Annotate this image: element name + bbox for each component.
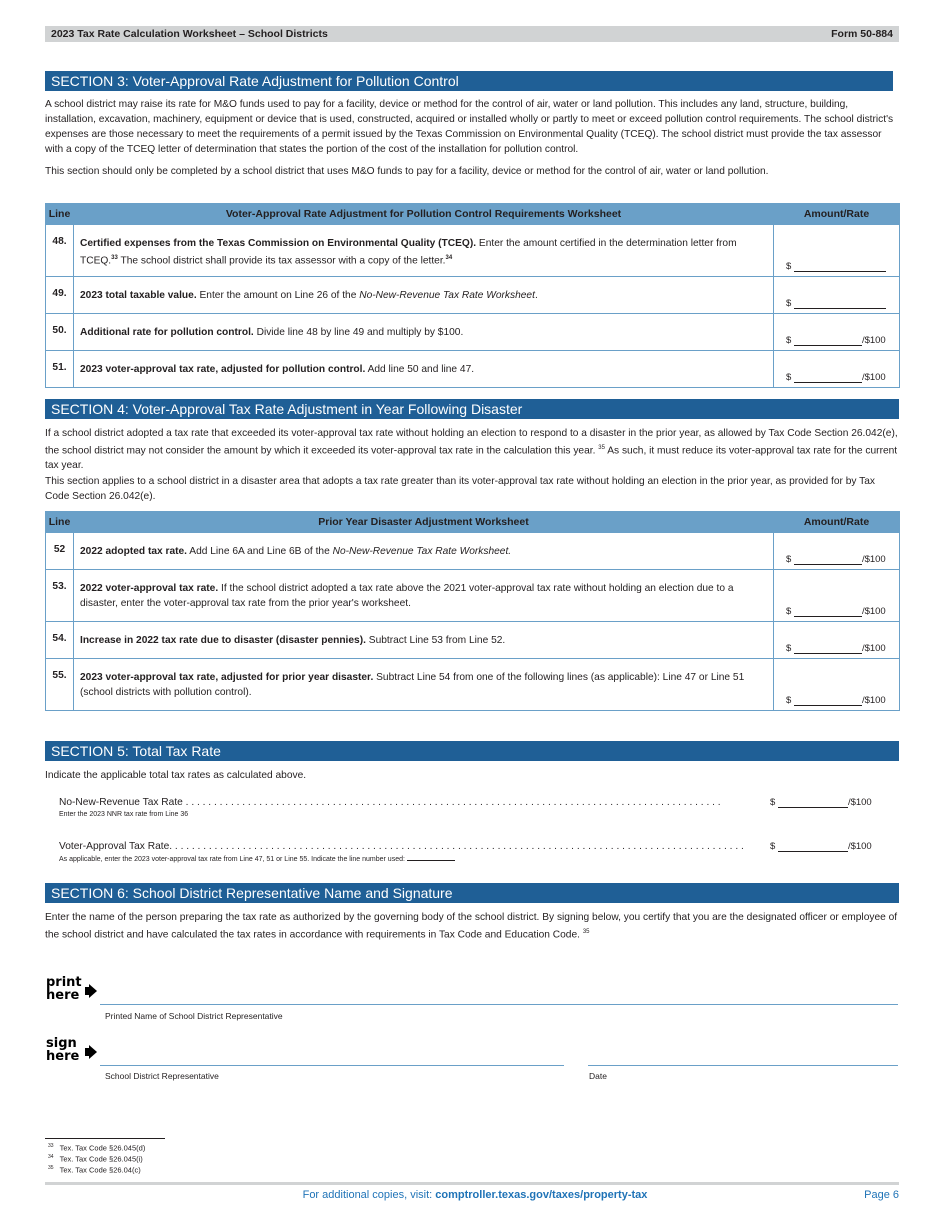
section-5-heading: SECTION 5: Total Tax Rate [45,741,899,761]
page-header [45,26,899,42]
section-6-heading: SECTION 6: School District Representative Name and Signature [45,883,899,903]
line-number: 55. [46,659,74,711]
section-4-heading: SECTION 4: Voter-Approval Tax Rate Adjustment in Year Following Disaster [45,399,899,419]
line-number: 54. [46,622,74,659]
rate-field[interactable]: $ /$100 [774,314,900,351]
form-number: Form 50-884 [831,28,893,40]
rate-field[interactable]: $ /$100 [774,533,900,570]
line-number: 48. [46,225,74,277]
signature-label: School District Representative [105,1071,219,1081]
line-description: Certified expenses from the Texas Commission on Environmental Quality (TCEQ). Enter the amount certified in the determination letter from TCEQ.$^{33}$ The school district shall provide its tax assessor with a copy of the letter.$^{34}$ [74,225,774,277]
nnr-rate-field[interactable]: $ /$100 [770,797,872,808]
print-arrow-head [89,984,97,998]
signature-field[interactable] [100,1065,564,1066]
line-description: 2023 total taxable value. Enter the amount on Line 26 of the No-New-Revenue Tax Rate Worksheet. [74,277,774,314]
disaster-adjustment-table [45,511,900,711]
rate-field[interactable]: $ /$100 [774,659,900,711]
nnr-rate-note: Enter the 2023 NNR tax rate from Line 36 [59,811,189,818]
table-row [46,622,900,659]
pollution-control-table [45,203,900,388]
line-column-header: Line [46,204,74,225]
worksheet-title: 2023 Tax Rate Calculation Worksheet – School Districts [51,28,328,40]
nnr-rate-label: No-New-Revenue Tax Rate . . . . . . . . . . . . . . . . . . . . . . . . . . . . . . . . . . . . . . . . . . . . . . . . . . . . . . . . . . . . . . . . . . . . . . . . . . . . . . . . . . . . . . . . . . . . . . . [59,797,721,808]
date-label: Date [589,1071,607,1081]
section-3-intro: A school district may raise its rate for M&O funds used to pay for a facility, device or method for the control of air, water or land pollution. This includes any land, structure, building, installation, excavation, machinery, equipment or device that is used, constructed, acquired or installed wholly or partly to meet or exceed pollution control requirements. The school district's expenses are those necessary to meet the requirements of a permit issued by the Texas Commission on Environmental Quality (TCEQ). The school district must provide the tax assessor with a copy of the TCEQ letter of determination that states the portion of the cost of the installation for pollution control. [45,99,894,155]
table-row [46,314,900,351]
table-row [46,570,900,622]
section-3-note: This section should only be completed by a school district that uses M&O funds to pay for a facility, device or method for the control of air, water or land pollution. [45,166,769,177]
line-number: 50. [46,314,74,351]
section-4-note: This section applies to a school district in a disaster area that adopts a tax rate greater than its voter-approval tax rate without holding an election in the prior year, as provided for by Tax Code Section 26.042(e). [45,476,875,502]
printed-name-field[interactable] [100,1004,898,1005]
footnote-34: $^{34}$ Tex. Tax Code §26.045(i) [48,1154,143,1164]
amount-field[interactable]: $ [774,277,900,314]
sign-here-badge: sign here [46,1036,80,1064]
worksheet-column-header: Voter-Approval Rate Adjustment for Pollution Control Requirements Worksheet [74,204,774,225]
section-3-heading: SECTION 3: Voter-Approval Rate Adjustment for Pollution Control [45,71,893,91]
line-description: 2022 adopted tax rate. Add Line 6A and Line 6B of the No-New-Revenue Tax Rate Worksheet. [74,533,774,570]
line-description: 2022 voter-approval tax rate. If the school district adopted a tax rate above the 2021 voter-approval tax rate without holding an election due to a disaster, enter the voter-approval tax rate from the prior year's worksheet. [74,570,774,622]
line-number-field[interactable] [407,855,455,861]
footer-rule [45,1182,899,1185]
footer-copies-text: For additional copies, visit: comptroller.texas.gov/taxes/property-tax [302,1189,648,1201]
amount-column-header: Amount/Rate [774,512,900,533]
table-row [46,225,900,277]
rate-field[interactable]: $ /$100 [774,570,900,622]
amount-column-header: Amount/Rate [774,204,900,225]
section-4-intro: If a school district adopted a tax rate that exceeded its voter-approval tax rate without holding an election to respond to a disaster in the prior year, as allowed by Tax Code Section 26.042(e), the school district may not consider the amount by which it exceeded its voter-approval tax rate in the calculation this year. $^{35}$ As such, it must reduce its voter-approval tax rate for the current tax year. [45,428,898,472]
va-rate-field[interactable]: $ /$100 [770,841,872,852]
line-description: Additional rate for pollution control. Divide line 48 by line 49 and multiply by $100. [74,314,774,351]
table-row [46,351,900,388]
line-number: 53. [46,570,74,622]
date-field[interactable] [588,1065,898,1066]
table-row [46,533,900,570]
table-header-row [46,204,900,225]
va-rate-note: As applicable, enter the 2023 voter-approval tax rate from Line 47, 51 or Line 55. Indicate the line number used: [59,855,455,863]
sign-arrow-head [89,1045,97,1059]
footnote-33: $^{33}$ Tex. Tax Code §26.045(d) [48,1143,146,1153]
rate-field[interactable]: $ /$100 [774,622,900,659]
printed-name-label: Printed Name of School District Representative [105,1011,283,1021]
line-column-header: Line [46,512,74,533]
print-here-badge: print here [46,975,82,1003]
section-5-intro: Indicate the applicable total tax rates as calculated above. [45,770,307,781]
footnote-35: $^{35}$ Tex. Tax Code §26.04(c) [48,1165,141,1175]
worksheet-column-header: Prior Year Disaster Adjustment Worksheet [74,512,774,533]
page-number: Page 6 [864,1189,899,1201]
footnote-rule [45,1138,165,1139]
table-header-row [46,512,900,533]
table-row [46,659,900,711]
line-number: 49. [46,277,74,314]
line-number: 51. [46,351,74,388]
section-6-intro: Enter the name of the person preparing the tax rate as authorized by the governing body of the school district. By signing below, you certify that you are the designated officer or employee of the school district and have calculated the tax rates in accordance with requirements in Tax Code and Education Code. $^{35}$ [45,912,898,941]
table-row [46,277,900,314]
line-description: 2023 voter-approval tax rate, adjusted for prior year disaster. Subtract Line 54 from one of the following lines (as applicable): Line 47 or Line 51 (school districts with pollution control). [74,659,774,711]
amount-field[interactable]: $ [774,225,900,277]
line-description: Increase in 2022 tax rate due to disaster (disaster pennies). Subtract Line 53 from Line 52. [74,622,774,659]
line-description: 2023 voter-approval tax rate, adjusted for pollution control. Add line 50 and line 47. [74,351,774,388]
va-rate-label: Voter-Approval Tax Rate. . . . . . . . . . . . . . . . . . . . . . . . . . . . . . . . . . . . . . . . . . . . . . . . . . . . . . . . . . . . . . . . . . . . . . . . . . . . . . . . . . . . . . . . . . . . . . . . . . . . . . [59,841,744,852]
comptroller-link[interactable]: comptroller.texas.gov/taxes/property-tax [435,1189,648,1201]
line-number: 52 [46,533,74,570]
rate-field[interactable]: $ /$100 [774,351,900,388]
